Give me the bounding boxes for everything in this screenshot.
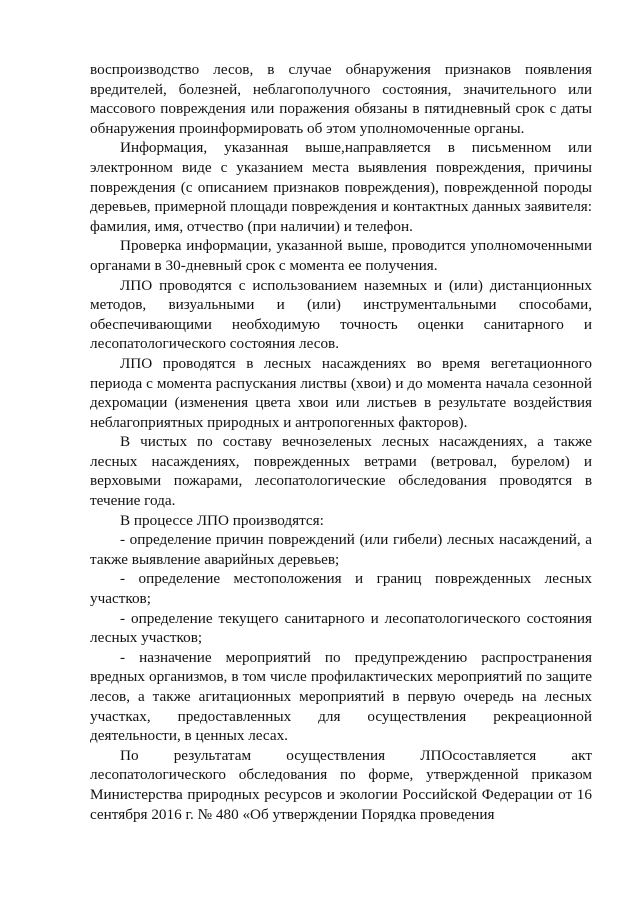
paragraph-3: Проверка информации, указанной выше, проводится уполномоченными органами в 30-дневный срок с момента ее получения.: [90, 237, 592, 274]
paragraph-7: В процессе ЛПО производятся:: [120, 511, 324, 529]
paragraph-1: воспроизводство лесов, в случае обнаружения признаков появления вредителей, болезней, неблагополучного состояния, значительного или массового повреждения или поражения обязаны в пятидневный срок с даты обнаружения проинформировать об этом уполномоченные органы.: [90, 61, 592, 137]
paragraph-2: Информация, указанная выше,направляется в письменном или электронном виде с указанием места выявления повреждения, причины повреждения (с описанием признаков повреждения), поврежденной породы деревьев, примерной площади повреждения и контактных данных заявителя: фамилия, имя, отчество (при наличии) и телефон.: [90, 139, 592, 235]
paragraph-5: ЛПО проводятся в лесных насаждениях во время вегетационного периода с момента распускания листвы (хвои) и до момента начала сезонной дехромации (изменения цвета хвои или листьев в результате воздействия неблагоприятных природных и антропогенных факторов).: [90, 354, 592, 431]
list-item-2: - определение местоположения и границ поврежденных лесных участков;: [90, 570, 592, 608]
list-item-1: - определение причин повреждений (или гибели) лесных насаждений, а также выявление аварийных деревьев;: [90, 531, 592, 568]
list-item-4: - назначение мероприятий по предупреждению распространения вредных организмов, в том числе профилактических мероприятий по защите лесов, а также агитационных мероприятий в первую очередь на лесных участках, предоставленных для осуществления рекреационной деятельности, в ценных лесах.: [90, 648, 592, 745]
paragraph-6: В чистых по составу вечнозеленых лесных насаждениях, а также лесных насаждениях, поврежденных ветрами (ветровал, бурелом) и верховыми пожарами, лесопатологические обследования проводятся в течение года.: [90, 433, 592, 510]
paragraph-8: По результатам осуществления ЛПОсоставляется акт лесопатологического обследования по форме, утвержденной приказом Министерства природных ресурсов и экологии Российской Федерации от 16 сентября 2016 г. № 480 «Об утверждении Порядка проведения: [90, 746, 592, 823]
paragraph-4: ЛПО проводятся с использованием наземных и (или) дистанционных методов, визуальными и (или) инструментальными способами, обеспечивающими необходимую точность оценки санитарного и лесопатологического состояния лесов.: [90, 276, 592, 353]
list-item-3: - определение текущего санитарного и лесопатологического состояния лесных участков;: [90, 609, 592, 647]
document-body: [90, 60, 592, 824]
